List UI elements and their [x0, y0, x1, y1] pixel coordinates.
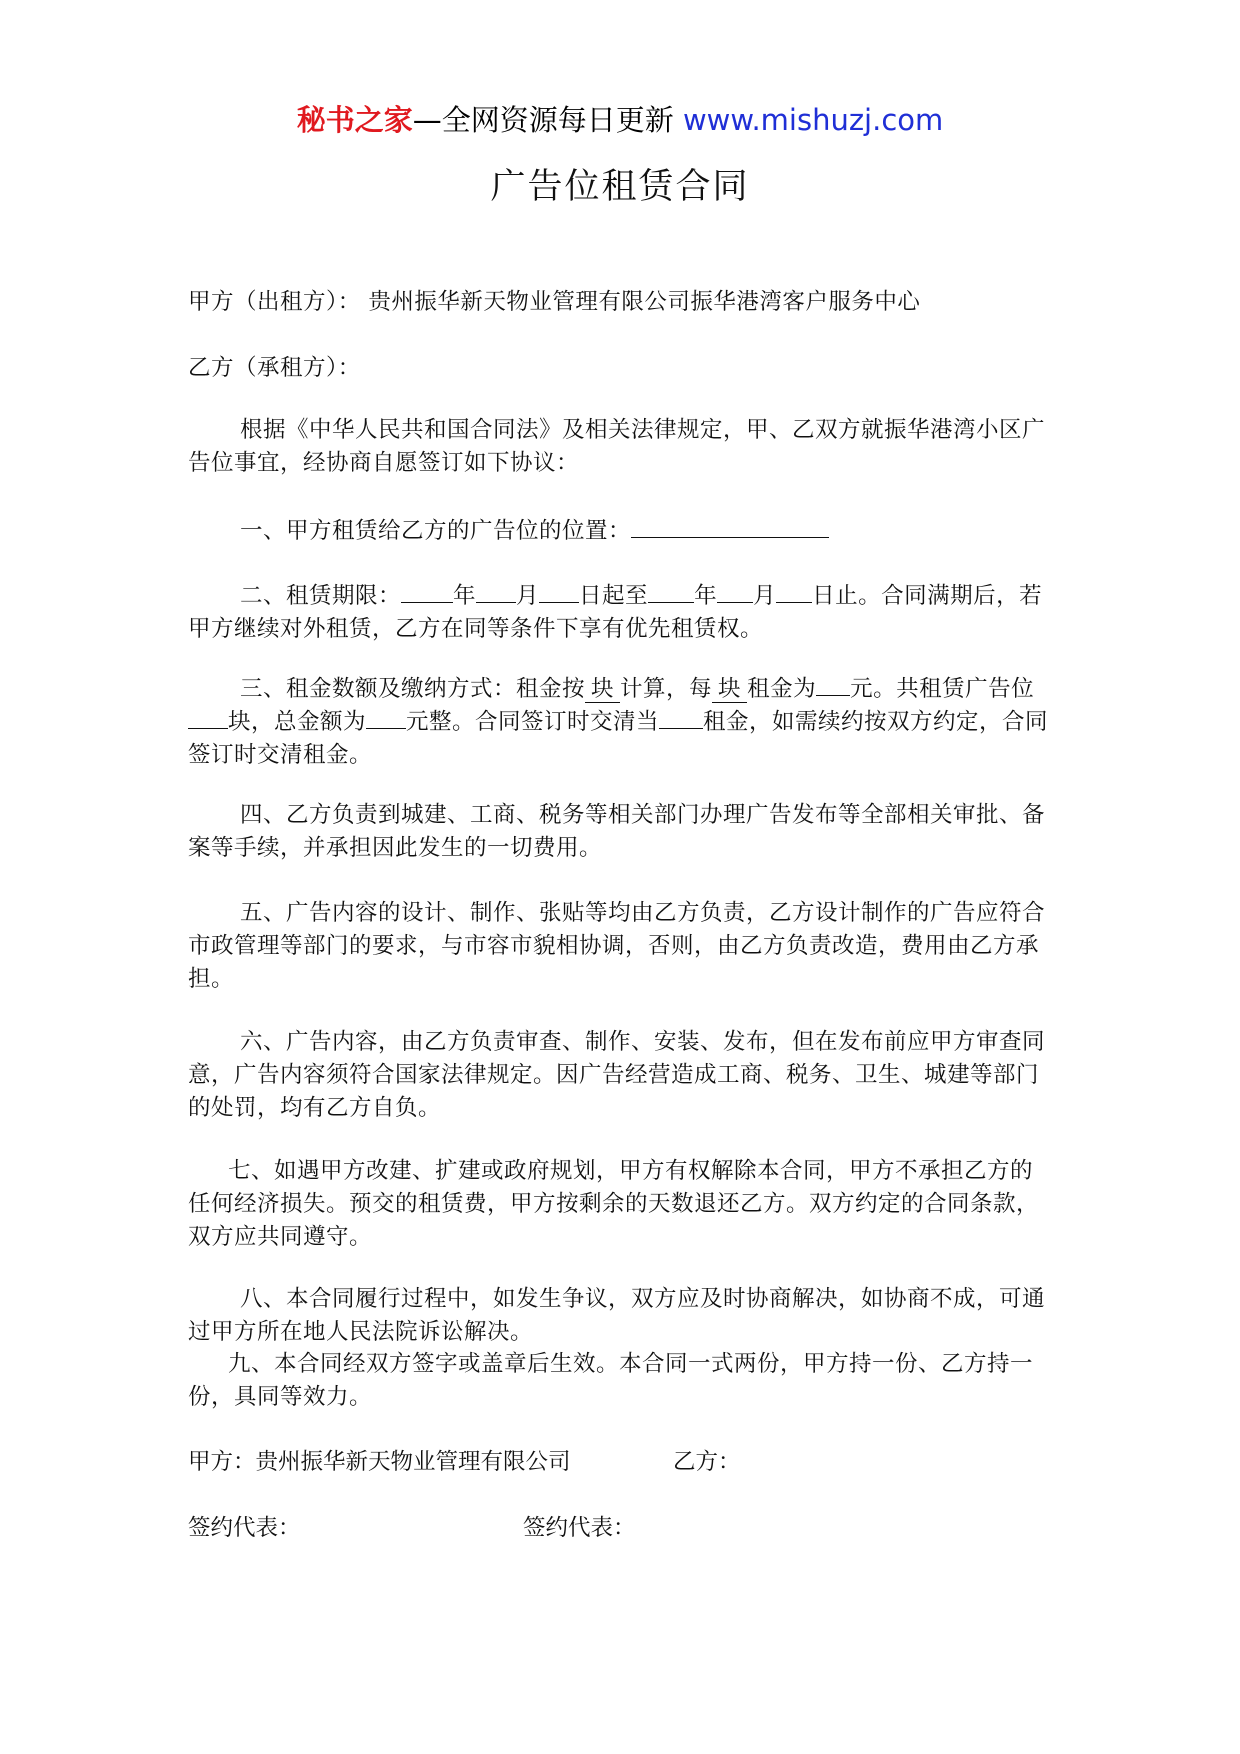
clause-8: 八、本合同履行过程中，如发生争议，双方应及时协商解决，如协商不成，可通过甲方所在地人民法院诉讼解决。: [188, 1286, 1046, 1345]
clause-7: 七、如遇甲方改建、扩建或政府规划，甲方有权解除本合同，甲方不承担乙方的任何经济损失。预交的租赁费，甲方按剩余的天数退还乙方。双方约定的合同条款，双方应共同遵守。: [188, 1158, 1040, 1250]
month-label: 月: [753, 583, 777, 609]
unit-underlined: 块: [712, 676, 747, 703]
clause-5: 五、广告内容的设计、制作、张贴等均由乙方负责，乙方设计制作的广告应符合市政管理等部门的要求，与市容市貌相协调，否则，由乙方负责改造，费用由乙方承担。: [188, 900, 1046, 992]
clause-4: 四、乙方负责到城建、工商、税务等相关部门办理广告发布等全部相关审批、备案等手续，并承担因此发生的一切费用。: [188, 802, 1046, 861]
start-year-blank: [401, 580, 453, 603]
party-b-representative: 签约代表：: [523, 1515, 636, 1541]
banner-url[interactable]: www.mishuzj.com: [682, 103, 944, 137]
year-label: 年: [694, 583, 718, 609]
year-label: 年: [453, 583, 477, 609]
preamble-paragraph: 根据《中华人民共和国合同法》及相关法律规定，甲、乙双方就振华港湾小区广告位事宜，经协商自愿签订如下协议：: [188, 417, 1046, 476]
end-day-label: 日止。合同满期后，若甲方继续对外租赁，乙方在同等条件下享有优先租赁权。: [188, 583, 1043, 642]
clause-3-text: 租金为: [747, 676, 817, 702]
end-month-blank: [717, 580, 753, 603]
party-b-signature: 乙方：: [673, 1449, 741, 1475]
document-title: 广告位租赁合同: [490, 167, 750, 207]
clause-3-text: 计算，每: [620, 676, 713, 702]
clause-6: 六、广告内容，由乙方负责审查、制作、安装、发布，但在发布前应甲方审查同意，广告内容须符合国家法律规定。因广告经营造成工商、税务、卫生、城建等部门的处罚，均有乙方自负。: [188, 1029, 1046, 1121]
period-blank: [659, 706, 703, 729]
clause-2-text: 二、租赁期限：: [240, 583, 402, 609]
clause-3-text: 元。共租赁广告位: [850, 676, 1035, 702]
rent-amount-blank: [816, 673, 850, 696]
banner-slogan: —全网资源每日更新: [412, 103, 674, 137]
start-day-blank: [539, 580, 579, 603]
clause-3-text: 三、租金数额及缴纳方式：租金按: [240, 676, 586, 702]
party-a-representative: 签约代表：: [188, 1515, 301, 1541]
start-month-blank: [476, 580, 516, 603]
clause-3-text: 租金，如需续约按双方约定，合同签订时交清租金。: [188, 709, 1049, 768]
clause-3: [188, 673, 1050, 772]
brand-name: 秘书之家: [296, 103, 413, 137]
clause-1-text: 一、甲方租赁给乙方的广告位的位置：: [240, 518, 632, 544]
end-year-blank: [648, 580, 694, 603]
location-blank: [631, 515, 829, 538]
clause-2: [188, 580, 1050, 646]
end-day-blank: [776, 580, 812, 603]
clause-1: [188, 515, 1050, 548]
unit-underlined: 块: [585, 676, 620, 703]
clause-9: 九、本合同经双方签字或盖章后生效。本合同一式两份，甲方持一份、乙方持一份，具同等效力。: [188, 1351, 1034, 1410]
clause-3-text: 块，总金额为: [228, 709, 367, 735]
site-banner: [0, 100, 1240, 140]
month-label: 月: [516, 583, 540, 609]
start-day-label: 日起至: [579, 583, 649, 609]
party-a-line: 甲方（出租方）： 贵州振华新天物业管理有限公司振华港湾客户服务中心: [188, 289, 921, 315]
party-a-signature: 甲方：贵州振华新天物业管理有限公司: [188, 1449, 571, 1475]
total-blank: [366, 706, 406, 729]
party-b-line: 乙方（承租方）：: [188, 355, 361, 381]
clause-3-text: 元整。合同签订时交清当: [406, 709, 660, 735]
count-blank: [188, 706, 228, 729]
